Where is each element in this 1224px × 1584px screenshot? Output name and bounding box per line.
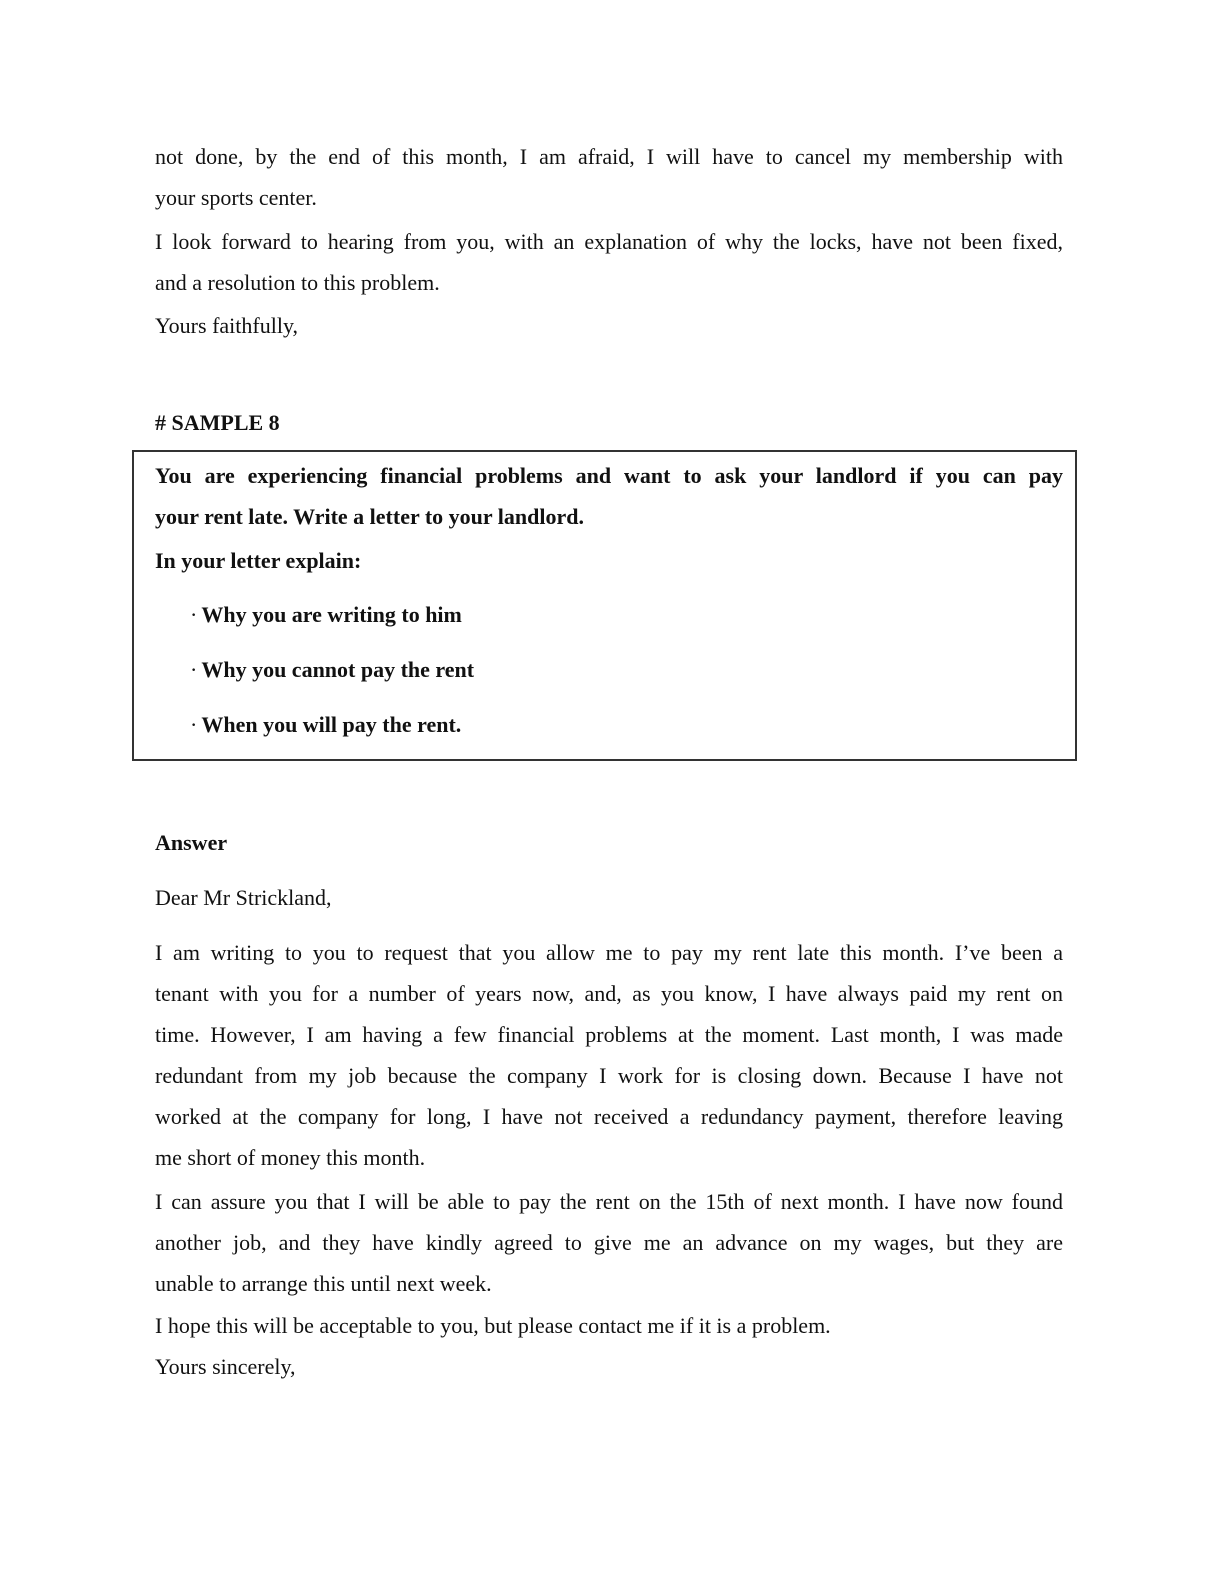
sample-heading: # SAMPLE 8 xyxy=(155,410,280,435)
answer-line: I am writing to you to request that you allow me to pay my rent late this month. I’ve been a xyxy=(155,940,1063,965)
answer-line: time. However, I am having a few financial problems at the moment. Last month, I was made xyxy=(155,1022,1063,1047)
answer-line: I hope this will be acceptable to you, but please contact me if it is a problem. xyxy=(155,1313,831,1338)
letter-line: I look forward to hearing from you, with an explanation of why the locks, have not been fixed, xyxy=(155,229,1063,254)
task-instruction: In your letter explain: xyxy=(155,548,362,573)
answer-line: worked at the company for long, I have not received a redundancy payment, therefore leaving xyxy=(155,1104,1063,1129)
answer-salutation: Dear Mr Strickland, xyxy=(155,885,332,910)
bullet-dot-icon: · xyxy=(190,657,198,682)
answer-line: I can assure you that I will be able to pay the rent on the 15th of next month. I have now found xyxy=(155,1189,1063,1214)
bullet-text: Why you are writing to him xyxy=(201,602,462,627)
task-line: your rent late. Write a letter to your landlord. xyxy=(155,504,584,529)
task-bullet xyxy=(190,602,462,628)
bullet-text: Why you cannot pay the rent xyxy=(201,657,475,682)
answer-line: unable to arrange this until next week. xyxy=(155,1271,492,1296)
bullet-dot-icon: · xyxy=(190,602,198,627)
answer-line: me short of money this month. xyxy=(155,1145,426,1170)
letter-closing: Yours faithfully, xyxy=(155,313,299,338)
letter-line: and a resolution to this problem. xyxy=(155,270,440,295)
letter-line: not done, by the end of this month, I am afraid, I will have to cancel my membership with xyxy=(155,144,1063,169)
answer-heading: Answer xyxy=(155,830,228,855)
task-line: You are experiencing financial problems and want to ask your landlord if you can pay xyxy=(155,463,1063,488)
task-bullet xyxy=(190,712,461,738)
task-bullet xyxy=(190,657,474,683)
letter-line: your sports center. xyxy=(155,185,317,210)
bullet-text: When you will pay the rent. xyxy=(201,712,462,737)
answer-closing: Yours sincerely, xyxy=(155,1354,296,1379)
answer-line: tenant with you for a number of years now, and, as you know, I have always paid my rent on xyxy=(155,981,1063,1006)
answer-line: redundant from my job because the company I work for is closing down. Because I have not xyxy=(155,1063,1063,1088)
bullet-dot-icon: · xyxy=(190,712,198,737)
answer-line: another job, and they have kindly agreed to give me an advance on my wages, but they are xyxy=(155,1230,1063,1255)
